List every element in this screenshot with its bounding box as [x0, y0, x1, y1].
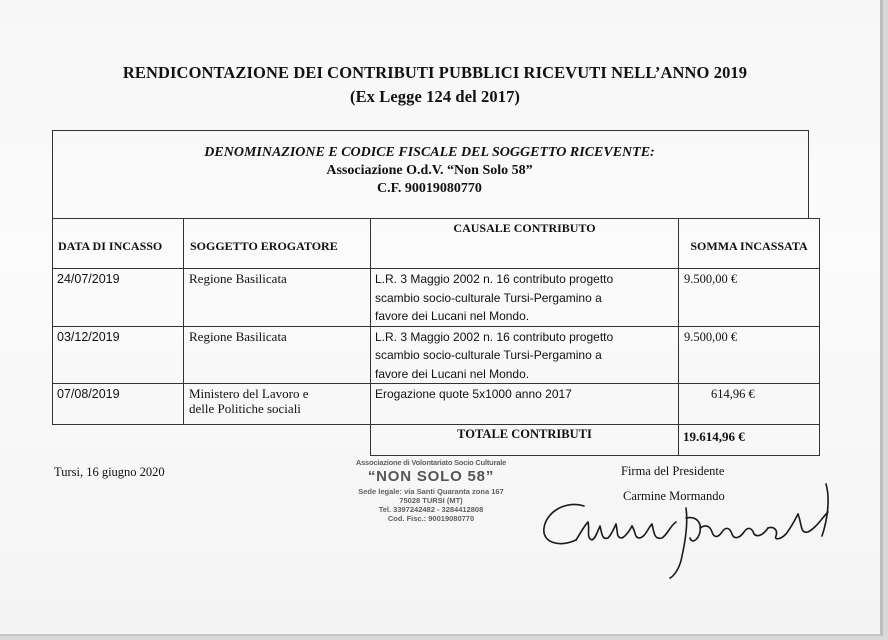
recipient-header [52, 144, 807, 198]
blank-cell [184, 425, 371, 456]
column-header-giver: SOGGETTO EROGATORE [184, 219, 371, 269]
table-row [53, 326, 820, 384]
total-row [53, 425, 820, 456]
stamp-line: Associazione di Volontariato Socio Culturale [355, 458, 507, 467]
table-row [53, 269, 820, 327]
row-giver [184, 384, 371, 425]
row-giver-line: Regione Basilicata [189, 271, 287, 286]
row-reason [371, 269, 679, 327]
table-row [53, 384, 820, 425]
association-stamp [336, 458, 526, 523]
stamp-city: 75028 TURSI (MT) [399, 496, 463, 505]
row-giver-line: Regione Basilicata [189, 328, 287, 344]
stamp-name: “NON SOLO 58” [367, 468, 495, 485]
row-giver [184, 326, 371, 384]
row-reason-line: L.R. 3 Maggio 2002 n. 16 contributo progetto [375, 272, 614, 286]
president-name: Carmine Mormando [623, 489, 725, 503]
document-subtitle: (Ex Legge 124 del 2017) [349, 87, 521, 106]
row-reason-line: Erogazione quote 5x1000 anno 2017 [375, 387, 572, 401]
document-title: RENDICONTAZIONE DEI CONTRIBUTI PUBBLICI RICEVUTI NELL’ANNO 2019 [122, 63, 748, 82]
table-header-row [53, 219, 820, 269]
row-giver-line: Ministero del Lavoro e [189, 386, 309, 401]
row-reason-line: scambio socio-culturale Tursi-Pergamino a [375, 290, 602, 305]
row-reason-line: scambio socio-culturale Tursi-Pergamino a [375, 348, 602, 362]
row-date: 24/07/2019 [53, 269, 184, 327]
row-giver [184, 269, 371, 327]
row-reason-line: L.R. 3 Maggio 2002 n. 16 contributo progetto [375, 329, 614, 344]
stamp-tax: Cod. Fisc.: 90019080770 [387, 514, 475, 523]
place-date: Tursi, 16 giugno 2020 [54, 465, 165, 479]
row-reason-line: favore dei Lucani nel Mondo. [375, 309, 530, 323]
row-amount: 9.500,00 € [679, 269, 820, 327]
column-header-reason: CAUSALE CONTRIBUTO [371, 219, 679, 269]
row-date: 03/12/2019 [53, 326, 184, 384]
recipient-tax-code: C.F. 90019080770 [377, 181, 482, 196]
row-reason [371, 326, 679, 384]
row-amount: 614,96 € [679, 384, 820, 425]
row-giver-line: delle Politiche sociali [189, 401, 301, 416]
recipient-name: Associazione O.d.V. “Non Solo 58” [326, 163, 533, 178]
column-header-date: DATA DI INCASSO [53, 219, 184, 269]
total-label: TOTALE CONTRIBUTI [371, 425, 679, 456]
stamp-phone: Tel. 3397242482 - 3284412808 [378, 505, 484, 514]
recipient-label: DENOMINAZIONE E CODICE FISCALE DEL SOGGETTO RICEVENTE: [204, 145, 655, 160]
column-header-amount: SOMMA INCASSATA [679, 219, 820, 269]
blank-cell [53, 425, 184, 456]
handwritten-signature [536, 478, 836, 583]
row-reason [371, 384, 679, 425]
row-amount: 9.500,00 € [679, 326, 820, 384]
contributions-table [52, 218, 820, 456]
signature-label: Firma del Presidente [621, 464, 725, 478]
row-reason-line: favore dei Lucani nel Mondo. [375, 366, 530, 381]
row-date: 07/08/2019 [53, 384, 184, 425]
stamp-address: Sede legale: via Santi Quaranta zona 167 [358, 487, 504, 496]
total-value: 19.614,96 € [679, 425, 820, 456]
